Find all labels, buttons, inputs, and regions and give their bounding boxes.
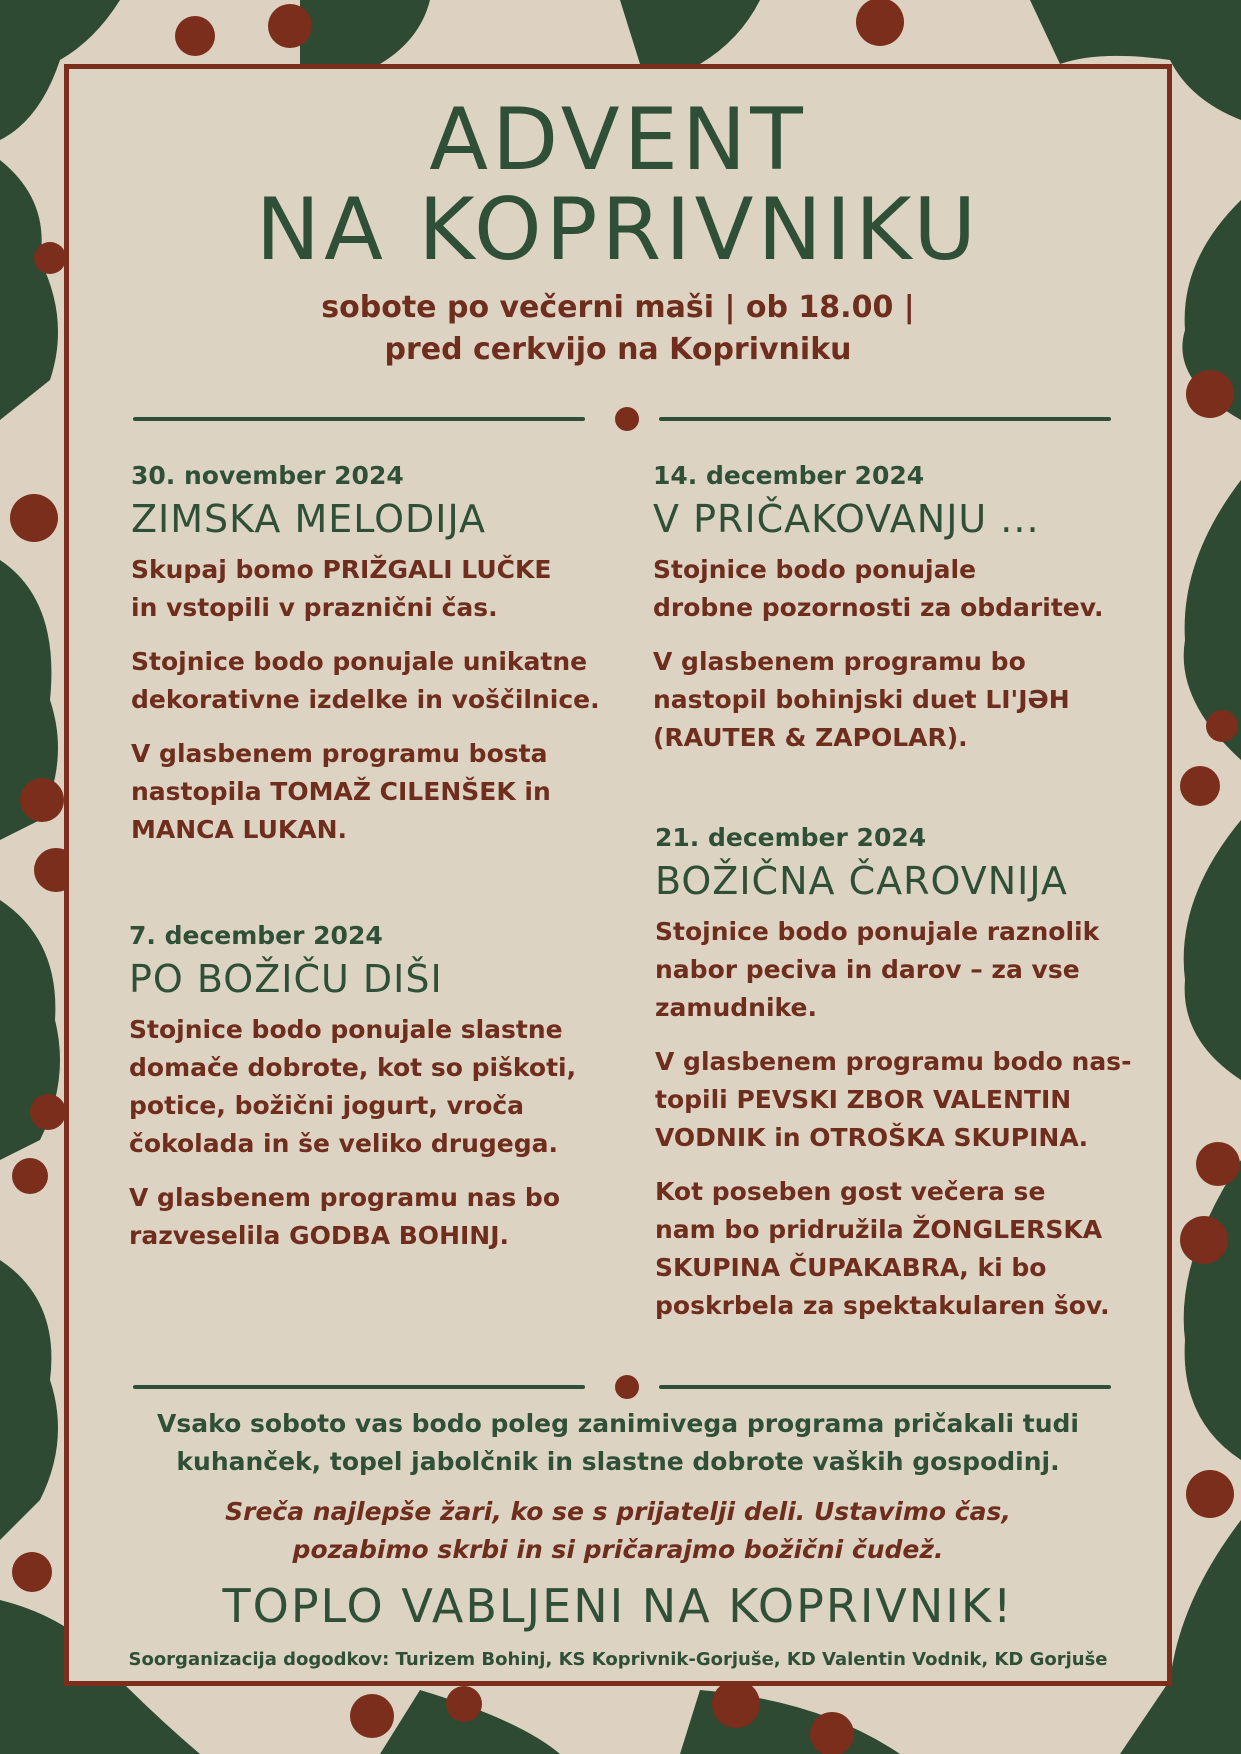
text: V glasbenem programu bodo nas-	[655, 1047, 1132, 1076]
divider-left	[133, 417, 585, 421]
welcome-banner: TOPLO VABLJENI NA KOPRIVNIK!	[222, 1579, 1014, 1633]
subtitle-line1: sobote po večerni maši | ob 18.00 |	[321, 290, 915, 325]
performer: LI'JƏH	[985, 685, 1070, 714]
quote-line2: pozabimo skrbi in si pričarajmo božični čudež.	[292, 1535, 944, 1564]
quote-line1: Sreča najlepše žari, ko se s prijatelji deli. Ustavimo čas,	[225, 1497, 1011, 1526]
text: Kot poseben gost večera se	[655, 1177, 1046, 1206]
title-line2: NA KOPRIVNIKU	[255, 180, 981, 280]
berry-icon	[175, 16, 215, 56]
event-card	[129, 921, 619, 1271]
event-title: V PRIČAKOVANJU ...	[653, 497, 1040, 541]
text: nam bo pridružila	[655, 1215, 913, 1244]
footer-quote	[69, 1493, 1167, 1569]
text: Stojnice bodo ponujale unikatne	[131, 647, 588, 676]
text: Skupaj bomo	[131, 555, 323, 584]
berry-icon	[34, 242, 66, 274]
performer: VODNIK	[655, 1123, 766, 1152]
text: čokolada in še veliko drugega.	[129, 1129, 559, 1158]
subtitle	[69, 287, 1167, 371]
text: zamudnike.	[655, 993, 817, 1022]
highlight: PRIŽGALI LUČKE	[322, 555, 552, 584]
berry-icon	[20, 778, 64, 822]
event-paragraph	[655, 1043, 1155, 1157]
text: .	[499, 1221, 510, 1250]
text: V glasbenem programu nas bo	[129, 1183, 560, 1212]
text: V glasbenem programu bosta	[131, 739, 548, 768]
text: nastopila	[131, 777, 271, 806]
poster-card	[64, 64, 1172, 1686]
performer: OTROŠKA SKUPINA	[809, 1123, 1079, 1152]
event-paragraph	[131, 551, 621, 627]
text: drobne pozornosti za obdaritev.	[653, 593, 1104, 622]
footer-line1: Vsako soboto vas bodo poleg zanimivega programa pričakali tudi	[157, 1409, 1079, 1438]
event-paragraph	[653, 551, 1143, 627]
text: poskrbela za spektakularen šov.	[655, 1291, 1110, 1320]
text: , ki bo	[959, 1253, 1047, 1282]
berry-icon	[30, 1094, 66, 1130]
berry-icon	[810, 1712, 854, 1754]
text: potice, božični jogurt, vroča	[129, 1091, 525, 1120]
leaf-icon	[620, 0, 760, 64]
berry-icon	[10, 494, 58, 542]
text: Stojnice bodo ponujale	[653, 555, 977, 584]
leaf-icon	[0, 1260, 58, 1540]
berry-icon	[350, 1694, 394, 1738]
text: .	[958, 723, 968, 752]
performer: ŽONGLERSKA	[912, 1215, 1103, 1244]
event-card	[653, 461, 1143, 773]
performer: PEVSKI ZBOR VALENTIN	[736, 1085, 1072, 1114]
berry-icon	[1186, 1470, 1234, 1518]
performer: SKUPINA ČUPAKABRA	[655, 1253, 960, 1282]
text: in	[515, 777, 551, 806]
berry-icon	[712, 1680, 760, 1728]
text: .	[1078, 1123, 1089, 1152]
berry-icon	[1186, 370, 1234, 418]
text: topili	[655, 1085, 737, 1114]
berry-icon	[268, 4, 312, 48]
text: Stojnice bodo ponujale slastne	[129, 1015, 563, 1044]
text: nabor peciva in darov – za vse	[655, 955, 1080, 984]
event-card	[131, 461, 621, 865]
text: Stojnice bodo ponujale raznolik	[655, 917, 1100, 946]
leaf-icon	[1184, 1160, 1241, 1460]
event-paragraph	[131, 735, 621, 849]
text: in vstopili v praznični čas.	[131, 593, 498, 622]
leaf-icon	[300, 0, 430, 64]
footer-info	[69, 1405, 1167, 1481]
leaf-icon	[0, 160, 58, 420]
text: dekorativne izdelke in voščilnice.	[131, 685, 600, 714]
event-date: 21. december 2024	[655, 823, 927, 852]
subtitle-line2: pred cerkvijo na Koprivniku	[384, 332, 852, 367]
event-paragraph	[129, 1179, 619, 1255]
text: razveselila	[129, 1221, 290, 1250]
divider-dot	[615, 1375, 639, 1399]
event-title: BOŽIČNA ČAROVNIJA	[655, 859, 1068, 903]
divider-left	[133, 1385, 585, 1389]
performer: MANCA LUKAN	[131, 815, 338, 844]
berry-icon	[1196, 1142, 1240, 1186]
event-date: 30. november 2024	[131, 461, 404, 490]
event-paragraph	[131, 643, 621, 719]
event-title: ZIMSKA MELODIJA	[131, 497, 486, 541]
berry-icon	[1180, 766, 1220, 806]
event-paragraph	[653, 643, 1143, 757]
event-title: PO BOŽIČU DIŠI	[129, 957, 443, 1001]
event-paragraph	[129, 1011, 619, 1163]
event-date: 14. december 2024	[653, 461, 925, 490]
title-line1: ADVENT	[429, 90, 807, 190]
berry-icon	[446, 1686, 482, 1722]
event-paragraph	[655, 1173, 1155, 1325]
text: domače dobrote, kot so piškoti,	[129, 1053, 577, 1082]
event-paragraph	[655, 913, 1155, 1027]
text: in	[765, 1123, 810, 1152]
berry-icon	[12, 1158, 48, 1194]
performer: GODBA BOHINJ	[289, 1221, 500, 1250]
divider-right	[659, 417, 1111, 421]
berry-icon	[1206, 710, 1238, 742]
divider-dot	[615, 407, 639, 431]
text: .	[337, 815, 348, 844]
berry-icon	[856, 0, 904, 46]
text: V glasbenem programu bo	[653, 647, 1026, 676]
footer-line2: kuhanček, topel jabolčnik in slastne dobrote vaških gospodinj.	[176, 1447, 1060, 1476]
leaf-icon	[1184, 820, 1241, 1080]
divider-right	[659, 1385, 1111, 1389]
berry-icon	[12, 1552, 52, 1592]
credits: Soorganizacija dogodkov: Turizem Bohinj, KS Koprivnik-Gorjuše, KD Valentin Vodnik, KD Gorjuše	[128, 1649, 1108, 1670]
performer: TOMAŽ CILENŠEK	[270, 777, 516, 806]
event-card	[655, 823, 1155, 1341]
berry-icon	[1180, 1216, 1228, 1264]
event-date: 7. december 2024	[129, 921, 383, 950]
performer: (RAUTER & ZAPOLAR)	[653, 723, 959, 752]
text: nastopil bohinjski duet	[653, 685, 986, 714]
